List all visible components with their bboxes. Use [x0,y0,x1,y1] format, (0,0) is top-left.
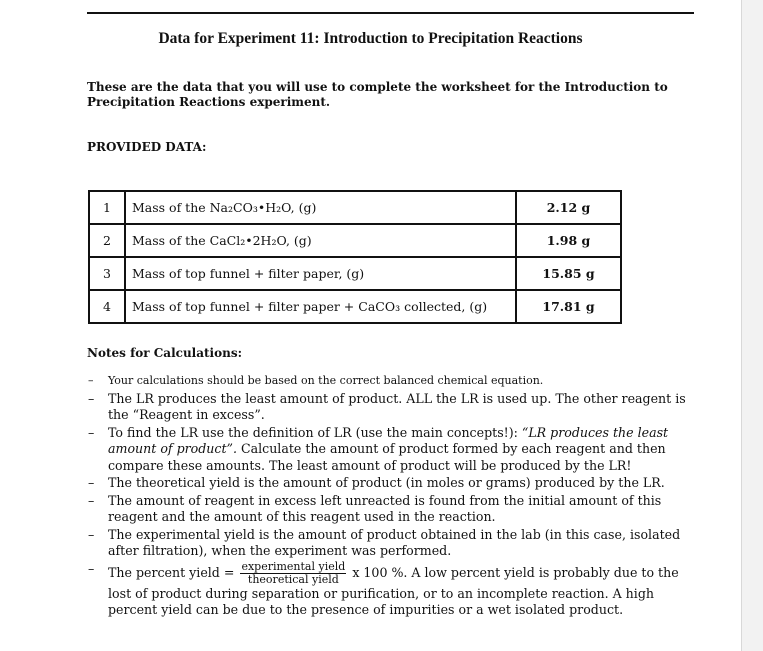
table-row [89,191,621,224]
bullet-dash: – [88,492,95,508]
percent-yield-fraction [240,561,346,586]
table-row [89,290,621,323]
bullet-dash: – [88,526,95,542]
row-number: 1 [89,191,125,224]
note-text: The amount of reagent in excess left unreacted is found from the initial amount of this reagent and the amount of this reagent used in the reaction. [108,492,662,524]
list-item [88,561,698,619]
list-item [88,493,698,526]
data-table [88,190,622,324]
bullet-dash: – [88,560,95,576]
fraction-denominator: theoretical yield [247,572,339,586]
list-item [88,425,698,475]
document-title: Data for Experiment 11: Introduction to Precipitation Reactions [158,30,583,47]
list-item [88,475,698,492]
top-rule [87,12,694,14]
note-text: To find the LR use the definition of LR (use the main concepts!): [108,424,522,440]
row-number: 4 [89,290,125,323]
notes-list [88,373,698,620]
row-description: Mass of the Na₂CO₃•H₂O, (g) [125,191,516,224]
bullet-dash: – [88,475,95,490]
row-number: 2 [89,224,125,257]
list-item [88,373,698,390]
row-value: 2.12 g [516,191,621,224]
row-value: 1.98 g [516,224,621,257]
note-text: The percent yield = [108,564,239,580]
note-text: Your calculations should be based on the correct balanced chemical equation. [108,374,544,387]
bullet-dash: – [88,424,95,440]
list-item [88,527,698,560]
list-item [88,391,698,424]
row-value: 17.81 g [516,290,621,323]
intro-text: These are the data that you will use to complete the worksheet for the Introduction to Precipitation Reactions experiment. [87,80,668,109]
note-text: Calculate the amount of product formed by each reagent and then compare these amounts. The least amount of product will be produced by the LR! [108,441,666,473]
bullet-dash: – [88,374,94,387]
note-text: x 100 %. A low percent yield is probably due to the lost of product during separation or purification, or to an incomplete reaction. A high percent yield can be due to the presence of impurities or a wet isolated product. [108,564,679,617]
row-description: Mass of the CaCl₂•2H₂O, (g) [125,224,516,257]
note-text: The LR produces the least amount of product. ALL the LR is used up. The other reagent is the “Reagent in excess”. [108,390,686,422]
note-text: The theoretical yield is the amount of product (in moles or grams) produced by the LR. [108,475,665,490]
note-emphasis: “LR produces the least amount of product”. [108,424,669,456]
table-row [89,257,621,290]
notes-title: Notes for Calculations: [87,346,243,360]
row-value: 15.85 g [516,257,621,290]
row-number: 3 [89,257,125,290]
row-description: Mass of top funnel + filter paper + CaCO₃ collected, (g) [125,290,516,323]
table-row [89,224,621,257]
bullet-dash: – [88,390,95,406]
fraction-numerator: experimental yield [241,559,346,573]
provided-data-label: PROVIDED DATA: [87,140,207,154]
row-description: Mass of top funnel + filter paper, (g) [125,257,516,290]
note-text: The experimental yield is the amount of product obtained in the lab (in this case, isolated after filtration), when the experiment was performed. [108,526,681,558]
